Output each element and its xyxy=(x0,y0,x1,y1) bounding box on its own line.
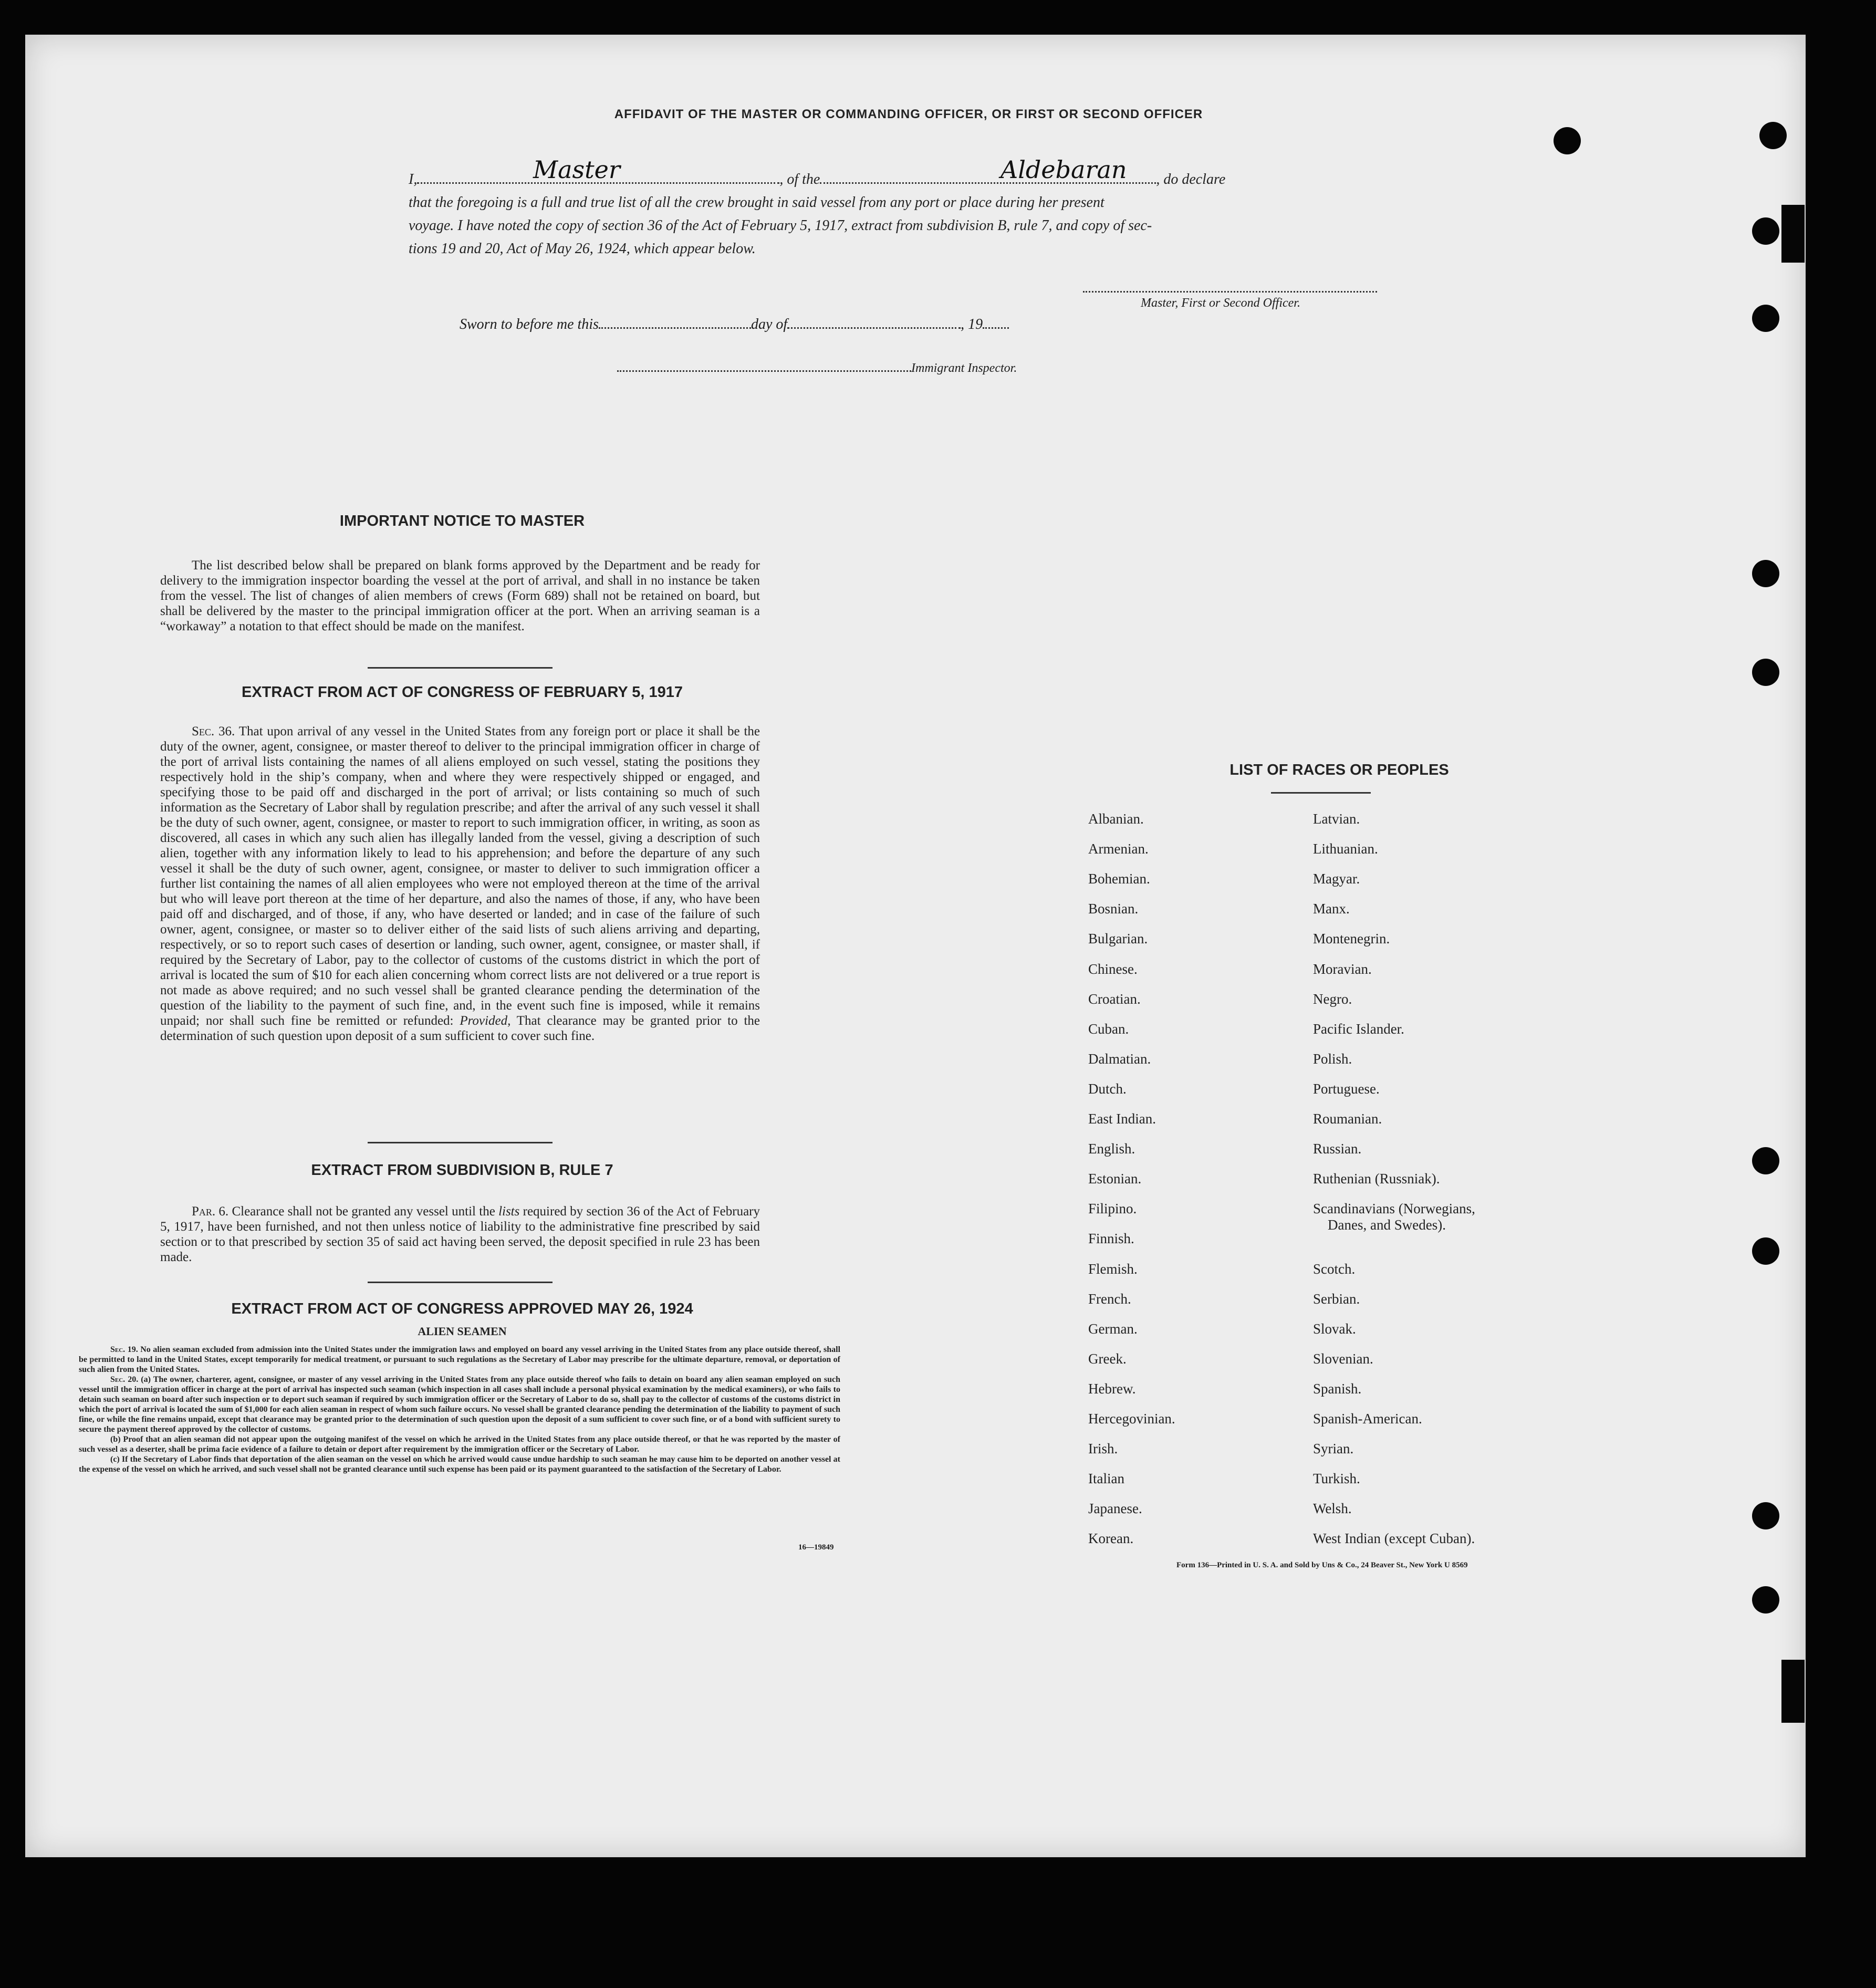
race-item: Negro. xyxy=(1313,991,1352,1007)
torn-edge xyxy=(1781,205,1805,263)
inspector-caption: Immigrant Inspector. xyxy=(911,361,1017,375)
divider xyxy=(368,667,553,669)
race-item: Latvian. xyxy=(1313,811,1360,827)
race-item: Polish. xyxy=(1313,1050,1352,1067)
alien-seamen-subtitle: ALIEN SEAMEN xyxy=(418,1325,507,1338)
race-item: Estonian. xyxy=(1088,1171,1142,1187)
race-item: Greek. xyxy=(1088,1350,1127,1367)
punch-hole xyxy=(1759,122,1787,149)
race-item: Korean. xyxy=(1088,1531,1134,1547)
race-item: Bulgarian. xyxy=(1088,931,1148,947)
punch-hole xyxy=(1752,659,1779,686)
notice-title: IMPORTANT NOTICE TO MASTER xyxy=(339,513,585,529)
race-item: West Indian (except Cuban). xyxy=(1313,1531,1475,1547)
form-code: 16—19849 xyxy=(798,1543,834,1552)
race-item-continuation: Danes, and Swedes). xyxy=(1328,1217,1446,1233)
race-item: Finnish. xyxy=(1088,1231,1134,1247)
race-item: Dalmatian. xyxy=(1088,1050,1151,1067)
race-item: Magyar. xyxy=(1313,871,1360,887)
race-item: Flemish. xyxy=(1088,1261,1138,1277)
extract-1924-title: EXTRACT FROM ACT OF CONGRESS APPROVED MAY 26, 1924 xyxy=(231,1300,693,1317)
handwritten-master: Master xyxy=(533,155,620,184)
race-item: Japanese. xyxy=(1088,1501,1142,1517)
race-item: Serbian. xyxy=(1313,1290,1360,1307)
race-item: East Indian. xyxy=(1088,1111,1156,1127)
race-item: Manx. xyxy=(1313,901,1350,917)
signature-line xyxy=(1083,291,1377,293)
section-19-20-text: Sec. 19. No alien seaman excluded from admission into the United States under the immigration laws and employed on board any vessel arriving in the United States from any place outside thereof, shall be permitted to land in the United States, except temporarily for medical treatment, or pursuant to such regulations as the Secretary of Labor may prescribe for the ultimate departure, removal, or deportation of such alien from the United States. Sec. 20. (a) The owner, charterer, agent, consignee, or master of any vessel arriving in the United States from any place outside thereof who fails to detain on board any alien seaman employed on such vessel until the immigration officer in charge at the port of arrival has inspected such seaman (which inspection in all cases shall include a personal physical examination by the medical examiners), or who fails to detain such seaman on board after such inspection or to deport such seaman if required by such immigration officer or the Secretary of Labor to do so, shall pay to the collector of customs of the customs district in which the port of arrival is located the sum of $1,000 for each alien seaman in respect of whom such failure occurs. No vessel shall be granted clearance pending the determination of the liability to payment of such fine, or while the fine remains unpaid, except that clearance may be granted prior to the determination of such question upon the deposit of a sum sufficient to cover such fine, or of a bond with sufficient surety to secure the payment thereof approved by the collector of customs. (b) Proof that an alien seaman did not appear upon the outgoing manifest of the vessel on which he arrived in the United States from any place outside thereof, or that he was reported by the master of such vessel as a deserter, shall be prima facie evidence of a failure to detain or deport after requirement by the immigration officer or the Secretary of Labor. (c) If the Secretary of Labor finds that deportation of the alien seaman on the vessel on which he arrived would cause undue hardship to such seaman he may cause him to be deported on another vessel at the expense of the vessel on which he arrived, and such vessel shall not be granted clearance until such expense has been paid or its payment guaranteed to the satisfaction of the Secretary of Labor. xyxy=(79,1345,841,1474)
divider xyxy=(368,1142,553,1143)
race-item: Bohemian. xyxy=(1088,871,1150,887)
race-item: Spanish-American. xyxy=(1313,1411,1422,1427)
sworn-line xyxy=(460,316,1009,333)
punch-hole xyxy=(1752,1147,1779,1174)
race-item: Hebrew. xyxy=(1088,1380,1136,1397)
affidavit-line3: voyage. I have noted the copy of section 36 of the Act of February 5, 1917, extract from subdivision B, rule 7, and copy of sec- xyxy=(409,217,1152,234)
race-item: Spanish. xyxy=(1313,1380,1362,1397)
punch-hole xyxy=(1752,217,1779,245)
race-item: Roumanian. xyxy=(1313,1111,1382,1127)
affidavit-mid: , of the xyxy=(779,171,820,188)
race-item: Pacific Islander. xyxy=(1313,1021,1404,1037)
race-item: Cuban. xyxy=(1088,1021,1129,1037)
race-item: Scandinavians (Norwegians, xyxy=(1313,1201,1475,1217)
race-item: German. xyxy=(1088,1320,1138,1337)
inspector-line xyxy=(617,361,1017,376)
race-item: French. xyxy=(1088,1290,1131,1307)
sworn-year: , 19 xyxy=(961,316,983,332)
race-item: Dutch. xyxy=(1088,1080,1127,1097)
race-item: Filipino. xyxy=(1088,1201,1137,1217)
race-item: Montenegrin. xyxy=(1313,931,1390,947)
race-item: Moravian. xyxy=(1313,961,1372,977)
sworn-prefix: Sworn to before me this xyxy=(460,316,599,332)
race-item: Slovak. xyxy=(1313,1320,1356,1337)
handwritten-vessel: Aldebaran xyxy=(1000,155,1127,184)
notice-text: The list described below shall be prepared on blank forms approved by the Department and be ready for delivery to the immigration inspector boarding the vessel at the port of arrival, and shall in no instance be taken from the vessel. The list of changes of alien members of crews (Form 689) shall not be retained on board, but shall be delivered by the master to the principal immigration officer at the port. When an arriving seaman is a “workaway” a notation to that effect should be made on the manifest. xyxy=(160,558,760,633)
race-item: Chinese. xyxy=(1088,961,1138,977)
section-36-label: Sec. 36. xyxy=(192,724,235,738)
affidavit-title: AFFIDAVIT OF THE MASTER OR COMMANDING OFFICER, OR FIRST OR SECOND OFFICER xyxy=(614,107,1203,121)
race-item: Welsh. xyxy=(1313,1501,1352,1517)
affidavit-line2: that the foregoing is a full and true list of all the crew brought in said vessel from any port or place during her present xyxy=(409,194,1104,211)
race-item: Scotch. xyxy=(1313,1261,1356,1277)
affidavit-line4: tions 19 and 20, Act of May 26, 1924, which appear below. xyxy=(409,241,756,257)
race-item: Irish. xyxy=(1088,1441,1118,1457)
section-36-text: Sec. 36. That upon arrival of any vessel in the United States from any foreign port or place it shall be the duty of the owner, agent, consignee, or master thereof to deliver to the principal immigration officer in charge of the port of arrival lists containing the names of all aliens employed on such vessel, stating the positions they respectively hold in the ship’s company, when and where they were respectively shipped or engaged, and specifying those to be paid off and discharged in the port of arrival; or lists containing so much of such information as the Secretary of Labor shall by regulation prescribe; and after the arrival of any such vessel it shall be the duty of such owner, agent, consignee, or master to report to such immigration officer, in writing, as soon as discovered, all cases in which any such alien has illegally landed from the vessel, giving a description of such alien, together with any information likely to lead to his apprehension; and before the departure of any such vessel it shall be the duty of such owner, agent, consignee, or master to deliver to such immigration officer a further list containing the names of all alien employees who were not employed thereon at the time of the arrival but who will leave port thereon at the time of her departure, and also the names of those, if any, who have been paid off and discharged, and of those, if any, who have deserted or landed; and in case of the failure of such owner, agent, consignee, or master so to deliver either of the said lists of such aliens arriving and departing, respectively, or so to report such cases of desertion or landing, such owner, agent, consignee, or master shall, if required by the Secretary of Labor, pay to the collector of customs of the customs district in which the port of arrival is located the sum of $10 for each alien concerning whom correct lists are not delivered or a true report is not made as above required; and no such vessel shall be granted clearance pending the determination of the question of the liability to the payment of such fine, and, in the event such fine is imposed, while it remains unpaid; nor shall such fine be remitted or refunded: Provided, That clearance may be granted prior to the determination of such question upon deposit of a sum sufficient to cover such fine. xyxy=(160,724,760,1043)
races-title: LIST OF RACES OR PEOPLES xyxy=(1229,762,1449,778)
race-item: English. xyxy=(1088,1141,1135,1157)
punch-hole xyxy=(1554,127,1581,154)
punch-hole xyxy=(1752,1237,1779,1265)
punch-hole xyxy=(1752,1586,1779,1614)
race-item: Syrian. xyxy=(1313,1441,1354,1457)
punch-hole xyxy=(1752,305,1779,332)
affidavit-suffix: , do declare xyxy=(1156,171,1226,188)
race-item: Armenian. xyxy=(1088,841,1149,857)
race-item: Bosnian. xyxy=(1088,901,1139,917)
rule-7-text: Par. 6. Clearance shall not be granted any vessel until the lists required by section 36 of the Act of February 5, 1917, have been furnished, and not then unless notice of liability to the administrative fine prescribed by said section or to that prescribed by section 35 of said act having been served, the deposit specified in rule 23 has been made. xyxy=(160,1204,760,1264)
race-item: Hercegovinian. xyxy=(1088,1411,1175,1427)
printer-footer: Form 136—Printed in U. S. A. and Sold by Uns & Co., 24 Beaver St., New York U 8569 xyxy=(1176,1561,1468,1569)
race-item: Lithuanian. xyxy=(1313,841,1378,857)
extract-1917-title: EXTRACT FROM ACT OF CONGRESS OF FEBRUARY 5, 1917 xyxy=(241,684,683,701)
race-item: Albanian. xyxy=(1088,811,1144,827)
rule-7-title: EXTRACT FROM SUBDIVISION B, RULE 7 xyxy=(311,1162,613,1179)
race-item: Portuguese. xyxy=(1313,1080,1380,1097)
race-item: Turkish. xyxy=(1313,1471,1360,1487)
punch-hole xyxy=(1752,1502,1779,1529)
race-item: Croatian. xyxy=(1088,991,1141,1007)
torn-edge xyxy=(1781,1660,1805,1723)
race-item: Ruthenian (Russniak). xyxy=(1313,1171,1440,1187)
divider xyxy=(368,1282,553,1283)
affidavit-prefix: I, xyxy=(409,171,418,188)
race-item: Russian. xyxy=(1313,1141,1362,1157)
punch-hole xyxy=(1752,560,1779,587)
par-6-label: Par. 6. xyxy=(192,1204,229,1219)
signature-caption: Master, First or Second Officer. xyxy=(1141,296,1300,310)
sworn-day: day of xyxy=(751,316,788,332)
race-item: Italian xyxy=(1088,1471,1124,1487)
divider xyxy=(1271,792,1371,794)
race-item: Slovenian. xyxy=(1313,1350,1373,1367)
